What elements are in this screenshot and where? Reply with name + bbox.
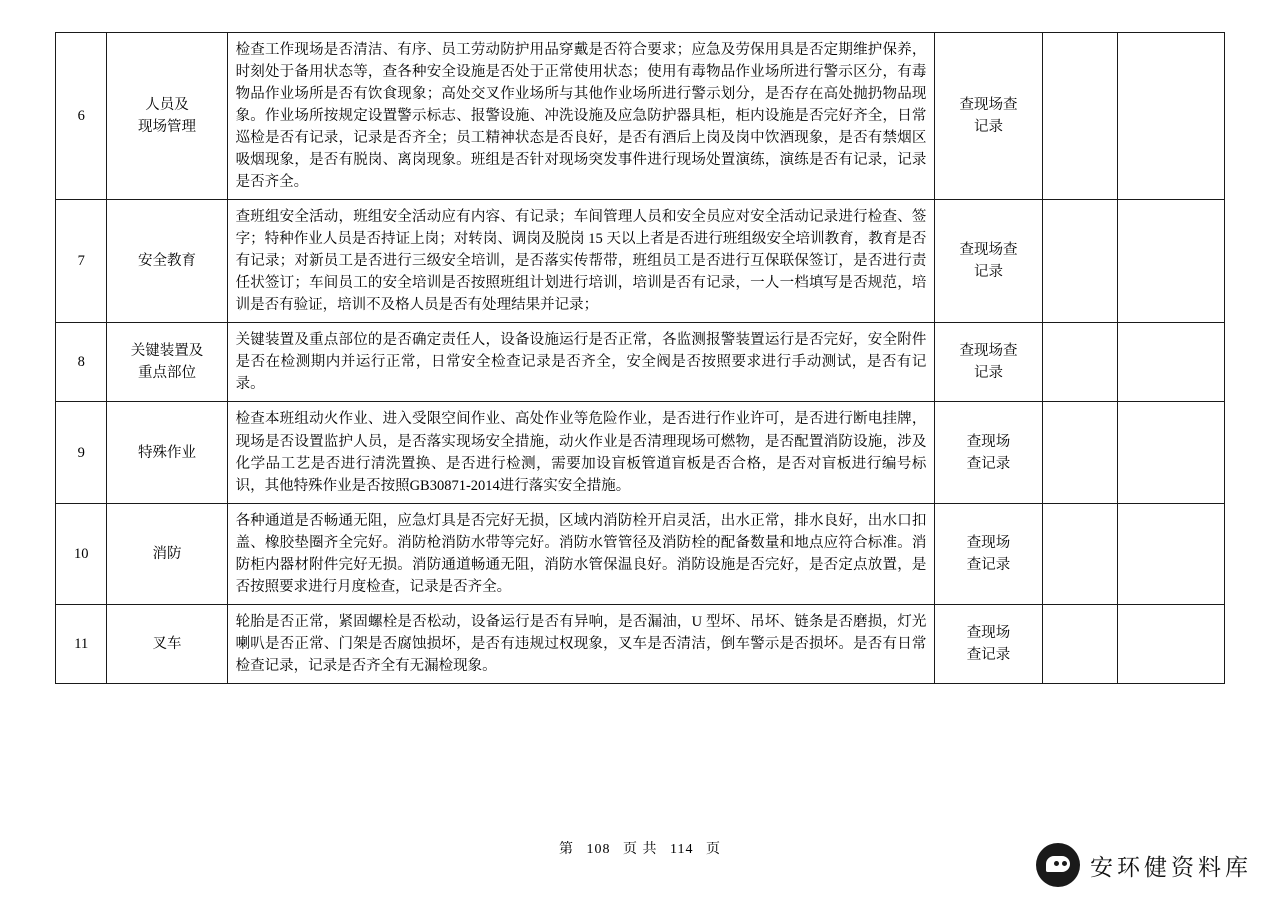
table-row bbox=[56, 323, 1225, 402]
row-method bbox=[935, 402, 1042, 503]
table-row bbox=[56, 604, 1225, 683]
inspection-checklist-table bbox=[55, 32, 1225, 684]
table-row bbox=[56, 402, 1225, 503]
row-content: 轮胎是否正常，紧固螺栓是否松动，设备运行是否有异响，是否漏油，U 型坏、吊坏、链条是否磨损，灯光喇叭是否正常、门架是否腐蚀损坏，是否有违规过权现象，叉车是否清洁，倒车警示是否损坏。是否有日常检查记录，记录是否齐全有无漏检现象。 bbox=[227, 604, 935, 683]
row-number: 11 bbox=[56, 604, 107, 683]
footer-total-pages: 114 bbox=[670, 842, 694, 857]
row-method-line: 查现场 bbox=[966, 624, 1011, 641]
row-method-line: 查现场 bbox=[966, 433, 1011, 450]
row-item bbox=[107, 200, 227, 323]
footer-page-number: 108 bbox=[586, 842, 611, 857]
row-item-line: 消防 bbox=[152, 545, 182, 562]
row-number: 8 bbox=[56, 323, 107, 402]
row-blank-2 bbox=[1117, 503, 1224, 604]
row-method bbox=[935, 503, 1042, 604]
row-item-line: 重点部位 bbox=[138, 365, 197, 382]
row-method-line: 查现场查 bbox=[959, 343, 1018, 360]
row-blank-1 bbox=[1042, 402, 1117, 503]
row-method bbox=[935, 604, 1042, 683]
row-item-line: 人员及 bbox=[145, 97, 189, 114]
table-row bbox=[56, 200, 1225, 323]
row-item bbox=[107, 604, 227, 683]
footer-middle: 页 共 bbox=[623, 842, 658, 857]
row-blank-1 bbox=[1042, 323, 1117, 402]
row-content: 关键装置及重点部位的是否确定责任人，设备设施运行是否正常，各监测报警装置运行是否完好，安全附件是否在检测期内并运行正常，日常安全检查记录是否齐全，安全阀是否按照要求进行手动测试，是否有记录。 bbox=[227, 323, 935, 402]
row-content: 检查工作现场是否清洁、有序、员工劳动防护用品穿戴是否符合要求；应急及劳保用具是否定期维护保养，时刻处于备用状态等，查各种安全设施是否处于正常使用状态；使用有毒物品作业场所进行警示区分，有毒物品作业场所是否有饮食现象；高处交叉作业场所与其他作业场所进行警示划分，是否存在高处抛扔物品现象。作业场所按规定设置警示标志、报警设施、冲洗设施及应急防护器具柜，柜内设施是否完好齐全，日常巡检是否有记录，记录是否齐全；员工精神状态是否良好，是否有酒后上岗及岗中饮酒现象，是否有禁烟区吸烟现象，是否有脱岗、离岗现象。班组是否针对现场突发事件进行现场处置演练，演练是否有记录，记录是否齐全。 bbox=[227, 33, 935, 200]
row-content: 查班组安全活动，班组安全活动应有内容、有记录；车间管理人员和安全员应对安全活动记录进行检查、签字；特种作业人员是否持证上岗；对转岗、调岗及脱岗 15 天以上者是否进行班组级安全培训教育，教育是否有记录；对新员工是否进行三级安全培训，是否落实传帮带，班组员工是否进行互保联保签订，是否进行责任状签订；车间员工的安全培训是否按照班组计划进行培训，培训是否有记录，一人一档填写是否规范，培训是否有验证，培训不及格人员是否有处理结果并记录； bbox=[227, 200, 935, 323]
row-content: 检查本班组动火作业、进入受限空间作业、高处作业等危险作业，是否进行作业许可，是否进行断电挂牌，现场是否设置监护人员，是否落实现场安全措施，动火作业是否清理现场可燃物，是否配置消防设施，涉及化学品工艺是否进行清洗置换、是否进行检测，需要加设盲板管道盲板是否合格，是否对盲板进行编号标识，其他特殊作业是否按照GB30871-2014进行落实安全措施。 bbox=[227, 402, 935, 503]
row-method-line: 记录 bbox=[974, 365, 1004, 382]
row-item-line: 特殊作业 bbox=[138, 444, 197, 461]
row-item-line: 现场管理 bbox=[138, 119, 197, 136]
row-content: 各种通道是否畅通无阻，应急灯具是否完好无损，区域内消防栓开启灵活，出水正常，排水良好，出水口扣盖、橡胶垫圈齐全完好。消防枪消防水带等完好。消防水管管径及消防栓的配备数量和地点应符合标准。消防柜内器材附件完好无损。消防通道畅通无阻，消防水管保温良好。消防设施是否完好，是否定点放置，是否按照要求进行月度检查，记录是否齐全。 bbox=[227, 503, 935, 604]
table-row bbox=[56, 503, 1225, 604]
row-method-line: 查记录 bbox=[966, 646, 1011, 663]
row-blank-2 bbox=[1117, 402, 1224, 503]
row-method-line: 查现场 bbox=[966, 534, 1011, 551]
row-number: 6 bbox=[56, 33, 107, 200]
row-item bbox=[107, 33, 227, 200]
row-method bbox=[935, 33, 1042, 200]
row-item-line: 叉车 bbox=[152, 635, 182, 652]
row-method-line: 查记录 bbox=[966, 556, 1011, 573]
row-blank-1 bbox=[1042, 503, 1117, 604]
row-method-line: 记录 bbox=[974, 119, 1004, 136]
wechat-logo-icon bbox=[1036, 843, 1080, 887]
row-blank-2 bbox=[1117, 200, 1224, 323]
row-blank-1 bbox=[1042, 200, 1117, 323]
row-number: 10 bbox=[56, 503, 107, 604]
row-method bbox=[935, 323, 1042, 402]
row-item-line: 关键装置及 bbox=[130, 343, 204, 360]
row-item bbox=[107, 323, 227, 402]
row-blank-2 bbox=[1117, 33, 1224, 200]
row-blank-2 bbox=[1117, 323, 1224, 402]
watermark-label: 安环健资料库 bbox=[1090, 854, 1252, 881]
row-number: 7 bbox=[56, 200, 107, 323]
row-method-line: 查现场查 bbox=[959, 242, 1018, 259]
row-blank-1 bbox=[1042, 604, 1117, 683]
row-method bbox=[935, 200, 1042, 323]
table-row bbox=[56, 33, 1225, 200]
footer-prefix: 第 bbox=[559, 842, 574, 857]
row-item bbox=[107, 503, 227, 604]
row-method-line: 记录 bbox=[974, 264, 1004, 281]
row-method-line: 查现场查 bbox=[959, 97, 1018, 114]
watermark bbox=[1036, 843, 1252, 887]
row-blank-2 bbox=[1117, 604, 1224, 683]
row-method-line: 查记录 bbox=[966, 455, 1011, 472]
row-item-line: 安全教育 bbox=[138, 253, 197, 270]
footer-suffix: 页 bbox=[705, 842, 721, 857]
row-blank-1 bbox=[1042, 33, 1117, 200]
row-number: 9 bbox=[56, 402, 107, 503]
row-item bbox=[107, 402, 227, 503]
